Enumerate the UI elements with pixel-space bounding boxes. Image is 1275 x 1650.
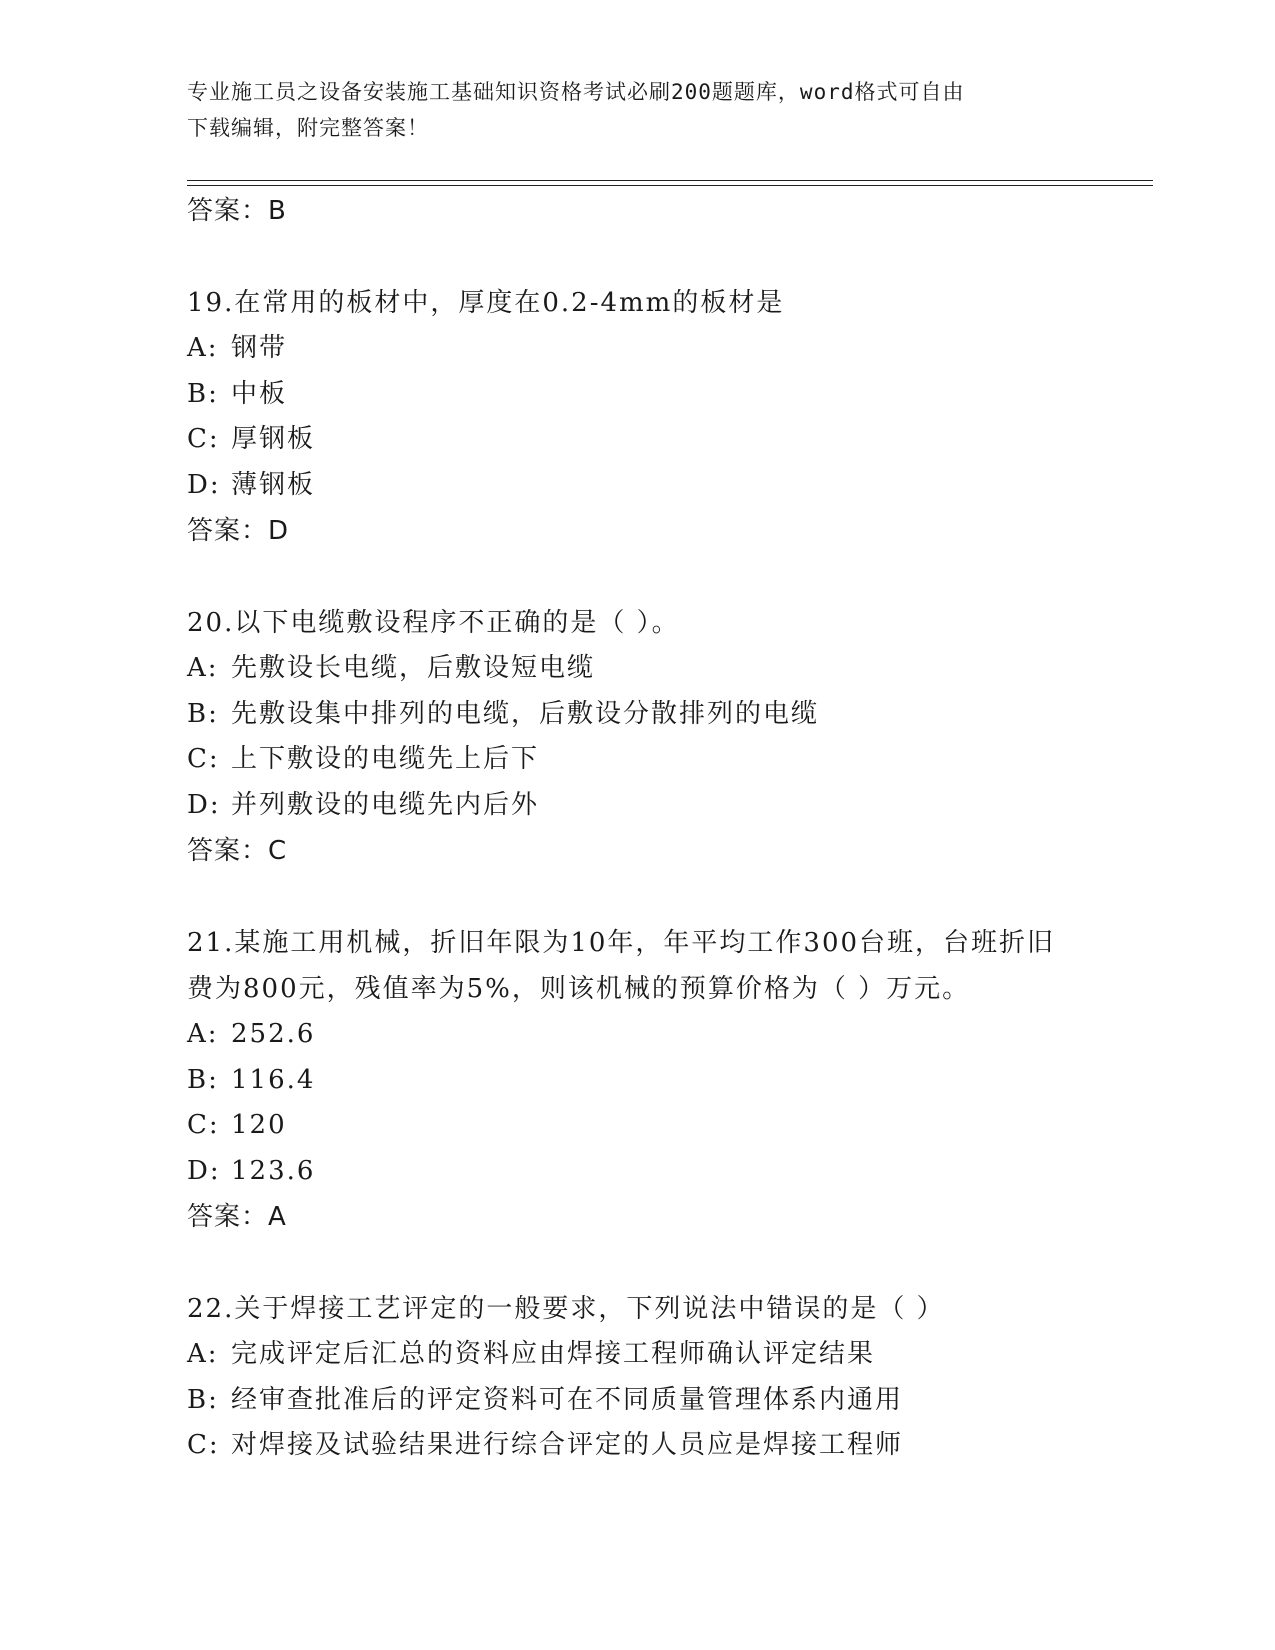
option-letter: D: [187,469,221,500]
option-text: 116.4 [231,1064,316,1095]
option-d [187,463,1147,509]
option-text: 完成评定后汇总的资料应由焊接工程师确认评定结果 [231,1339,876,1369]
option-letter: B: [187,1384,219,1415]
option-a [187,326,1147,372]
option-text: 薄钢板 [231,469,316,500]
page-header [187,74,1087,146]
answer-line: 答案：D [187,516,290,546]
option-letter: D: [187,789,221,820]
option-letter: C: [187,1110,220,1140]
option-text: 先敷设长电缆，后敷设短电缆 [231,653,596,683]
option-d [187,783,1147,829]
question-text: 21.某施工用机械，折旧年限为10年，年平均工作300台班，台班折旧费为800元，残值率为5%，则该机械的预算价格为（ ）万元。 [187,928,1056,1004]
header-line-1: 专业施工员之设备安装施工基础知识资格考试必刷200题题库，word格式可自由 [187,80,965,104]
question-20 [187,600,1147,874]
option-letter: B: [187,698,219,729]
option-text: 123.6 [231,1155,316,1186]
option-letter: C: [187,1430,220,1460]
option-b [187,372,1147,418]
option-text: 钢带 [231,333,288,363]
question-22 [187,1286,1147,1469]
question-text: 19.在常用的板材中，厚度在0.2-4mm的板材是 [187,288,785,318]
option-a [187,1332,1147,1378]
option-b [187,1058,1147,1104]
option-text: 中板 [231,378,288,409]
option-d [187,1149,1147,1195]
option-c [187,1103,1147,1149]
header-line-2: 下载编辑，附完整答案！ [187,116,429,140]
answer-line: 答案：C [187,836,288,866]
option-text: 并列敷设的电缆先内后外 [231,789,540,820]
option-text: 对焊接及试验结果进行综合评定的人员应是焊接工程师 [231,1430,904,1460]
option-text: 厚钢板 [231,424,316,454]
option-letter: D: [187,1155,221,1186]
option-letter: A: [187,333,219,363]
option-letter: C: [187,744,220,774]
question-list [187,188,1147,1469]
option-text: 经审查批准后的评定资料可在不同质量管理体系内通用 [231,1384,904,1415]
option-text: 先敷设集中排列的电缆，后敷设分散排列的电缆 [231,698,820,729]
header-rule-bottom [187,185,1153,186]
question-19 [187,280,1147,554]
option-text: 120 [231,1110,287,1140]
option-letter: B: [187,1064,219,1095]
answer-line: 答案：A [187,1202,287,1232]
option-a [187,1012,1147,1058]
option-b [187,692,1147,738]
question-text: 20.以下电缆敷设程序不正确的是（ ）。 [187,608,680,638]
option-b [187,1378,1147,1424]
option-letter: A: [187,1019,219,1049]
option-a [187,646,1147,692]
option-text: 上下敷设的电缆先上后下 [231,744,540,774]
question-text: 22.关于焊接工艺评定的一般要求，下列说法中错误的是（ ） [187,1294,945,1324]
question-21 [187,920,1147,1240]
option-letter: A: [187,1339,219,1369]
header-rule-top [187,180,1153,181]
answer-line: 答案：B [187,196,287,226]
option-letter: B: [187,378,219,409]
option-letter: A: [187,653,219,683]
option-c [187,417,1147,463]
option-c [187,737,1147,783]
option-c [187,1423,1147,1469]
option-text: 252.6 [231,1019,316,1049]
option-letter: C: [187,424,220,454]
